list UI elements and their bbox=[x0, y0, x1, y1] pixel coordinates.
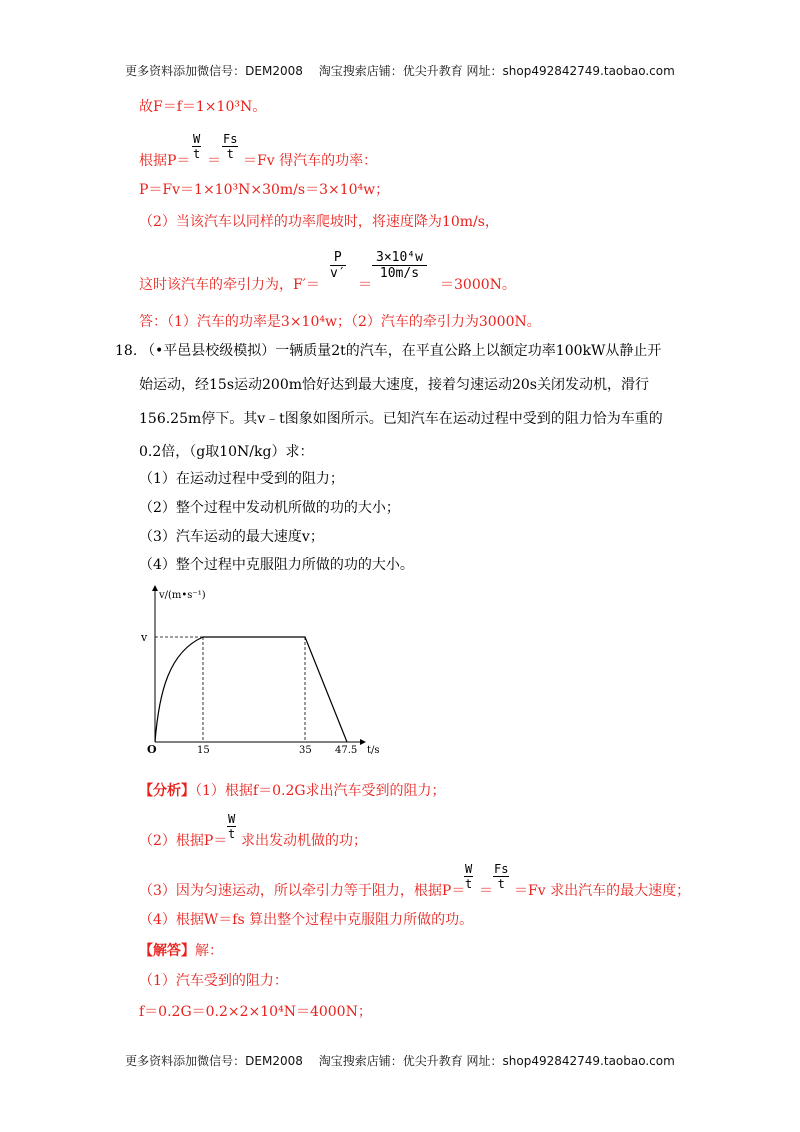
prev-line-2-post: ＝Fv 得汽车的功率： bbox=[243, 153, 378, 169]
solution-tag-post: 解： bbox=[195, 943, 223, 959]
analysis-line-3-pre: （3）因为匀速运动，所以牵引力等于阻力，根据P＝ bbox=[139, 883, 466, 899]
graph-origin: O bbox=[147, 743, 157, 756]
fraction-fs-over-t: $\frac{Fs}{t}$ bbox=[223, 132, 238, 161]
graph-v-label: v bbox=[141, 631, 148, 644]
fraction-fs-over-t-2: $\frac{Fs}{t}$ bbox=[494, 862, 509, 891]
prev-line-5-pre: 这时该汽车的牵引力为，F′＝ bbox=[139, 277, 320, 293]
analysis-line-4: （4）根据W＝fs 算出整个过程中克服阻力所做的功。 bbox=[139, 912, 474, 928]
prev-line-5-eq: ＝ bbox=[358, 277, 372, 293]
page-header: 更多资料添加微信号：DEM2008 淘宝搜索店铺：优尖升教育 网址：shop492842749.taobao.com bbox=[125, 64, 675, 78]
prev-line-2-eq: ＝ bbox=[207, 153, 221, 169]
question-sub-2: （2）整个过程中发动机所做的功的大小； bbox=[139, 500, 400, 516]
fraction-p-over-v: $\frac{P}{v'}$ bbox=[330, 250, 346, 281]
page-footer: 更多资料添加微信号：DEM2008 淘宝搜索店铺：优尖升教育 网址：shop492842749.taobao.com bbox=[125, 1054, 675, 1068]
analysis-tag: 【分析】 bbox=[139, 783, 195, 799]
analysis-line-2-pre: （2）根据P＝ bbox=[139, 833, 228, 849]
prev-line-3: P＝Fv＝1×10³N×30m/s＝3×10⁴w； bbox=[139, 182, 390, 198]
analysis-line-3-post: ＝Fv 求出汽车的最大速度； bbox=[514, 883, 691, 899]
analysis-line-3-eq: ＝ bbox=[479, 883, 493, 899]
solution-line-3: f＝0.2G＝0.2×2×10⁴N＝4000N； bbox=[139, 1004, 372, 1020]
analysis-1-text: （1）根据f＝0.2G求出汽车受到的阻力； bbox=[195, 783, 446, 799]
question-line-1: （•平邑县校级模拟）一辆质量2t的汽车，在平直公路上以额定功率100kW从静止开 bbox=[141, 343, 662, 359]
fraction-w-over-t: $\frac{W}{t}$ bbox=[193, 132, 201, 161]
prev-line-5-post: ＝3000N。 bbox=[440, 277, 516, 293]
analysis-line-1 bbox=[139, 782, 446, 800]
graph-ylabel: v/(m•s⁻¹) bbox=[159, 590, 206, 601]
solution-line-1 bbox=[139, 942, 223, 960]
graph-xlabel: t/s bbox=[367, 745, 380, 756]
fraction-3e4-over-10: $\frac{\text{3×10⁴w}}{10m/s}$ bbox=[372, 250, 427, 281]
graph-tick-47-5: 47.5 bbox=[335, 745, 358, 756]
question-line-4: 0.2倍，（g取10N/kg）求： bbox=[139, 444, 314, 460]
prev-line-1: 故F＝f＝1×10³N。 bbox=[139, 99, 267, 115]
graph-tick-35: 35 bbox=[299, 745, 312, 756]
analysis-line-2-post: 求出发动机做的功； bbox=[241, 833, 367, 849]
fraction-w-over-t-3: $\frac{W}{t}$ bbox=[465, 862, 473, 891]
prev-line-4: （2）当该汽车以同样的功率爬坡时，将速度降为10m/s， bbox=[139, 214, 499, 230]
solution-tag: 【解答】 bbox=[139, 943, 195, 959]
fraction-w-over-t-2: $\frac{W}{t}$ bbox=[228, 812, 236, 841]
v-t-graph bbox=[135, 582, 395, 762]
velocity-curve bbox=[155, 637, 347, 742]
question-number: 18. bbox=[115, 343, 138, 359]
question-sub-3: （3）汽车运动的最大速度v； bbox=[139, 529, 324, 545]
prev-answer: 答：（1）汽车的功率是3×10⁴w；（2）汽车的牵引力为3000N。 bbox=[139, 314, 541, 330]
question-line-3: 156.25m停下。其v﹣t图象如图所示。已知汽车在运动过程中受到的阻力恰为车重的 bbox=[139, 411, 663, 427]
solution-line-2: （1）汽车受到的阻力： bbox=[139, 973, 288, 989]
question-sub-4: （4）整个过程中克服阻力所做的功的大小。 bbox=[139, 557, 414, 573]
prev-line-2-pre: 根据P＝ bbox=[139, 153, 191, 169]
graph-tick-15: 15 bbox=[197, 745, 210, 756]
question-line-2: 始运动，经15s运动200m恰好达到最大速度，接着匀速运动20s关闭发动机，滑行 bbox=[139, 377, 649, 393]
question-sub-1: （1）在运动过程中受到的阻力； bbox=[139, 471, 344, 487]
